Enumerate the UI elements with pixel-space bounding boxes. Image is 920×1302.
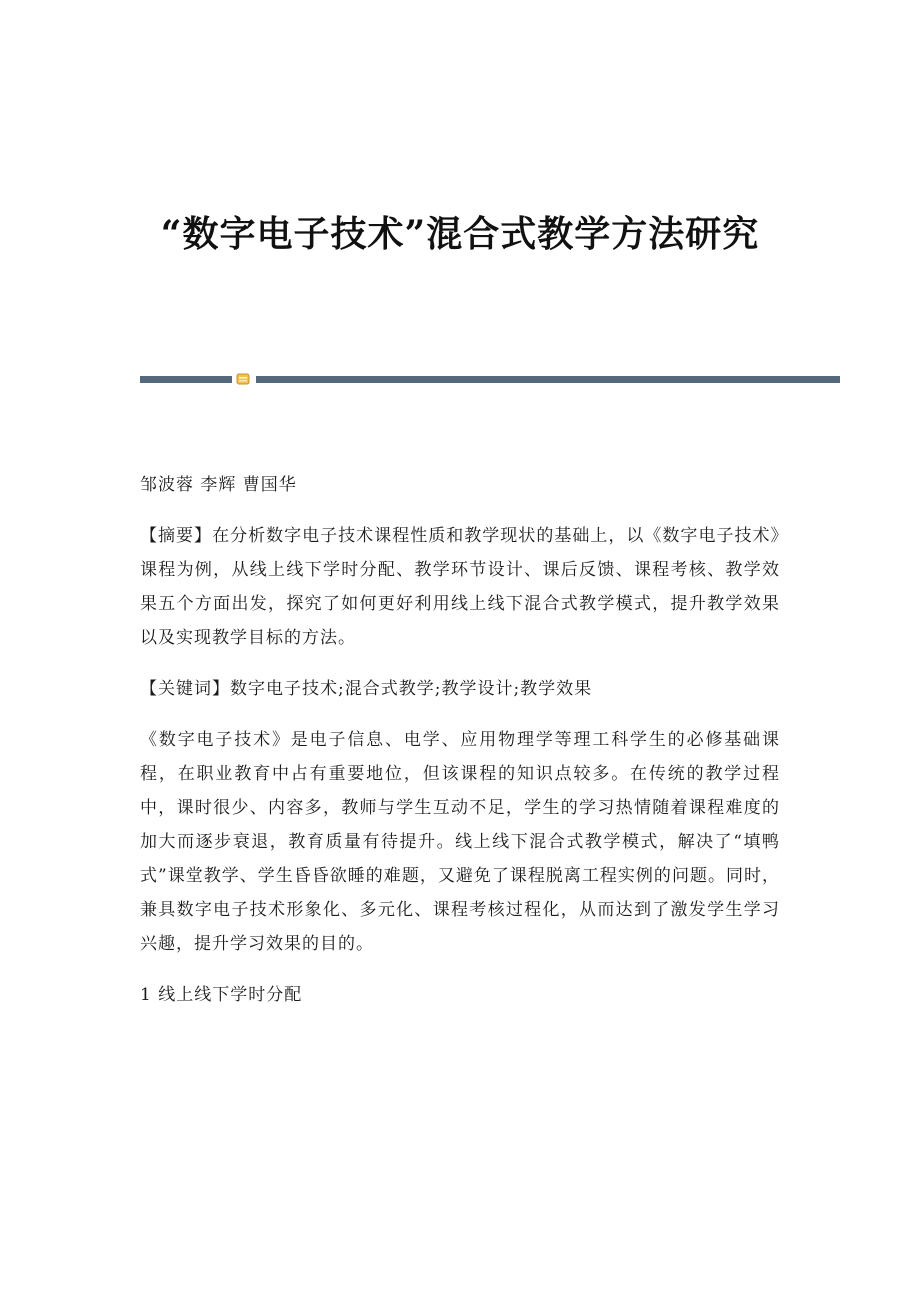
divider-left-bar	[140, 376, 232, 383]
abstract-label: 【摘要】	[140, 526, 213, 546]
abstract-text: 在分析数字电子技术课程性质和教学现状的基础上，以《数字电子技术》课程为例，从线上线下学时分配、教学环节设计、课后反馈、课程考核、教学效果五个方面出发，探究了如何更好利用线上线下混合式教学模式，提升教学效果以及实现教学目标的方法。	[140, 526, 781, 648]
keywords-label: 【关键词】	[140, 679, 230, 699]
document-body	[140, 468, 780, 1029]
keywords-text: 数字电子技术;混合式教学;教学设计;教学效果	[230, 679, 593, 699]
page-title: “数字电子技术”混合式教学方法研究	[160, 213, 760, 255]
body-paragraph: 《数字电子技术》是电子信息、电学、应用物理学等理工科学生的必修基础课程，在职业教育中占有重要地位，但该课程的知识点较多。在传统的教学过程中，课时很少、内容多，教师与学生互动不足，学生的学习热情随着课程难度的加大而逐步衰退，教育质量有待提升。线上线下混合式教学模式，解决了“填鸭式”课堂教学、学生昏昏欲睡的难题，又避免了课程脱离工程实例的问题。同时，兼具数字电子技术形象化、多元化、课程考核过程化，从而达到了激发学生学习兴趣，提升学习效果的目的。	[140, 730, 780, 954]
section-heading: 1 线上线下学时分配	[140, 985, 303, 1005]
abstract	[140, 519, 780, 655]
gem-icon	[236, 373, 250, 385]
divider-right-bar	[256, 376, 840, 383]
title-divider	[140, 375, 840, 383]
authors: 邹波蓉 李辉 曹国华	[140, 475, 297, 495]
keywords	[140, 672, 780, 706]
